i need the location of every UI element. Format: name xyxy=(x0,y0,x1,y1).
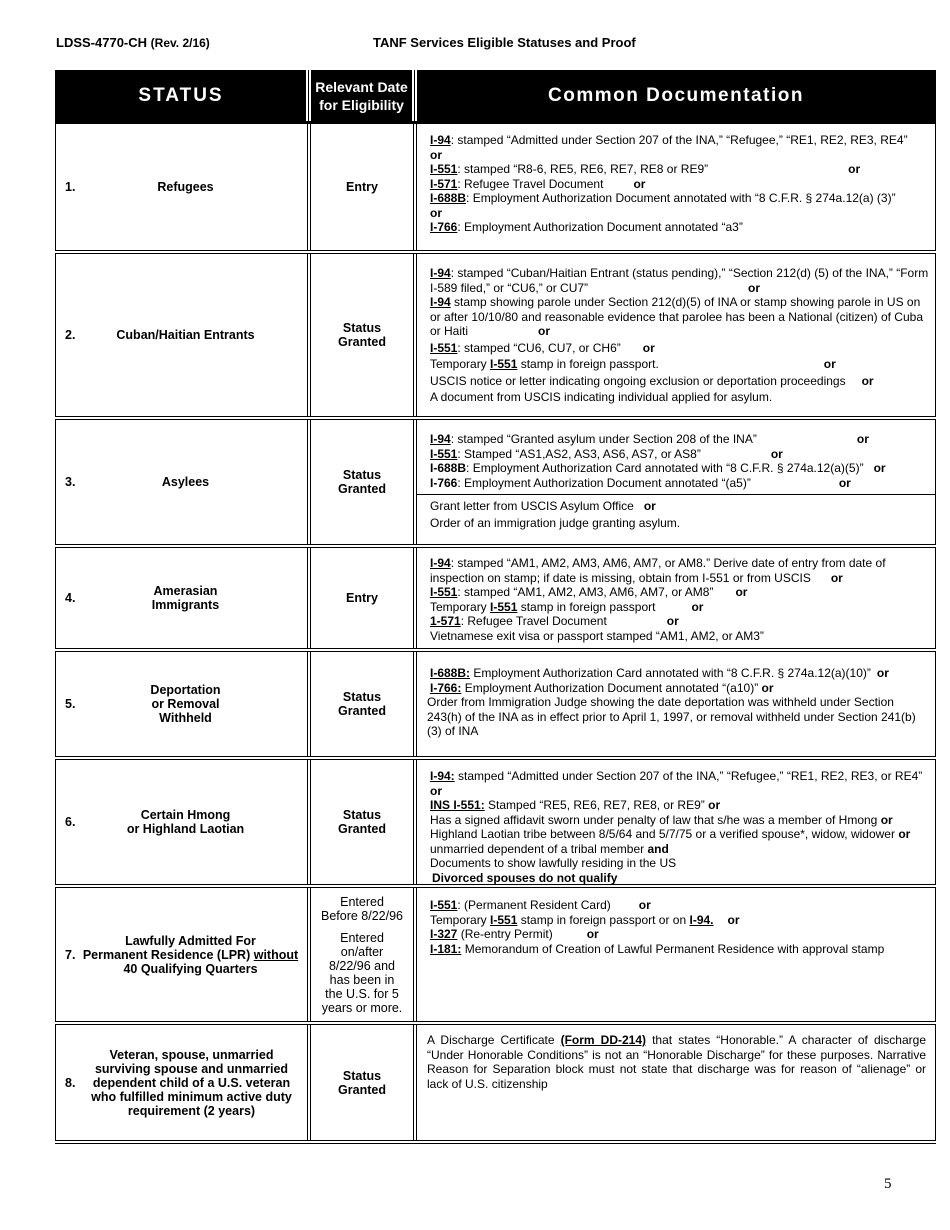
table-row xyxy=(55,124,936,254)
eligibility-date: Status Granted xyxy=(311,652,417,756)
status-label: Certain Hmong or Highland Laotian xyxy=(126,808,245,836)
table-header-row xyxy=(55,70,936,124)
status-label: Deportation or Removal Withheld xyxy=(150,683,221,725)
form-id: LDSS-4770-CH (Rev. 2/16) xyxy=(56,35,210,50)
eligibility-date: Entered Before 8/22/96 Entered on/after 8/22/96 and has been in the U.S. for 5 years or more. xyxy=(311,888,417,1021)
table-row xyxy=(55,1025,936,1144)
header-documentation: Common Documentation xyxy=(417,70,936,121)
row-number: 2. xyxy=(65,328,76,342)
table-row xyxy=(55,652,936,760)
table-row xyxy=(55,254,936,420)
status-label: Lawfully Admitted For Permanent Residence (LPR) without 40 Qualifying Quarters xyxy=(82,933,299,976)
eligibility-date: Status Granted xyxy=(311,760,417,884)
documentation: A Discharge Certificate (Form DD-214) that states “Honorable.” A character of discharge “Under Honorable Conditions” is not an “Honorable Discharge” for these purposes. Narrative Reason for Separation block must not state that discharge was for reason of “alienage” or lack of U.S. citizenship xyxy=(417,1025,936,1140)
form-revision: (Rev. 2/16) xyxy=(150,36,210,50)
eligibility-date: Status Granted xyxy=(311,420,417,544)
table-row xyxy=(55,888,936,1025)
header-status: STATUS xyxy=(55,70,311,121)
documentation: I-94: stamped “Admitted under Section 207 of the INA,” “Refugee,” “RE1, RE2, RE3, or RE4” or INS I-551: Stamped “RE5, RE6, RE7, RE8, or RE9” or Has a signed affidavit sworn under penalty of law that s/he was a member of Hmong or Highland Laotian tribe between 8/5/64 and 5/7/75 or a verified spouse*, widow, widower or unmarried dependent of a tribal member and Documents to show lawfully residing in the US Divorced spouses do not qualify xyxy=(417,760,936,884)
row-number: 1. xyxy=(65,180,76,194)
status-label: Refugees xyxy=(157,180,214,194)
table-row xyxy=(55,548,936,652)
row-number: 7. xyxy=(65,947,76,962)
eligibility-date: Status Granted xyxy=(311,1025,417,1140)
status-label: Cuban/Haitian Entrants xyxy=(116,328,255,342)
documentation: I-94: stamped “Granted asylum under Section 208 of the INA” or I-551: Stamped “AS1,AS2, AS3, AS6, AS7, or AS8” or I-688B: Employment Authorization Card annotated with “8 C.F.R. § 274a.12(a)(5)” or I-766: Employment Authorization Document annotated “(a5)” or Grant letter from USCIS Asylum Office or Order of an immigration judge granting asylum. xyxy=(417,420,936,544)
page-number: 5 xyxy=(884,1176,892,1192)
page-title: TANF Services Eligible Statuses and Proof xyxy=(373,35,636,50)
row-number: 4. xyxy=(65,591,76,605)
divider xyxy=(417,494,935,495)
status-label: Amerasian Immigrants xyxy=(151,584,220,612)
row-number: 8. xyxy=(65,1075,76,1090)
status-label: Veteran, spouse, unmarried surviving spouse and unmarried dependent child of a U.S. veteran who fulfilled minimum active duty requirement (2 years) xyxy=(91,1047,292,1118)
documentation: I-688B: Employment Authorization Card annotated with “8 C.F.R. § 274a.12(a)(10)” or I-766: Employment Authorization Document annotated “(a10)” or Order from Immigration Judge showing the date deportation was withheld under Section 243(h) of the INA as in effect prior to April 1, 1997, or removal withheld under Section 241(b)(3) of INA xyxy=(417,652,936,756)
status-label: Asylees xyxy=(161,475,210,489)
row-number: 6. xyxy=(65,815,76,829)
eligibility-date: Entry xyxy=(311,548,417,648)
table-row xyxy=(55,420,936,548)
header-date: Relevant Date for Eligibility xyxy=(311,70,417,121)
eligibility-date: Status Granted xyxy=(311,254,417,416)
row-number: 5. xyxy=(65,697,76,711)
eligibility-date: Entry xyxy=(311,124,417,250)
table-row xyxy=(55,760,936,888)
row-number: 3. xyxy=(65,475,76,489)
documentation: I-551: (Permanent Resident Card) or Temporary I-551 stamp in foreign passport or on I-94. or I-327 (Re-entry Permit) or I-181: Memorandum of Creation of Lawful Permanent Residence with approval stamp xyxy=(417,888,936,1021)
eligibility-table xyxy=(55,70,936,1144)
documentation: I-94: stamped “Cuban/Haitian Entrant (status pending),” “Section 212(d) (5) of the INA,” “Form I-589 filed,” or “CU6,” or CU7” or I-94 stamp showing parole under Section 212(d)(5) of INA or stamp showing parole in US on or after 10/10/80 and reasonable evidence that parolee has been a National (citizen) of Cuba or Haiti or I-551: stamped “CU6, CU7, or CH6” or Temporary I-551 stamp in foreign passport. or USCIS notice or letter indicating ongoing exclusion or deportation proceedings or A document from USCIS indicating individual applied for asylum. xyxy=(417,254,936,416)
documentation: I-94: stamped “AM1, AM2, AM3, AM6, AM7, or AM8.” Derive date of entry from date of inspection on stamp; if date is missing, obtain from I-551 or from USCIS or I-551: stamped “AM1, AM2, AM3, AM6, AM7, or AM8” or Temporary I-551 stamp in foreign passport or 1-571: Refugee Travel Document or Vietnamese exit visa or passport stamped “AM1, AM2, or AM3” xyxy=(417,548,936,648)
documentation: I-94: stamped “Admitted under Section 207 of the INA,” “Refugee,” “RE1, RE2, RE3, RE4” or I-551: stamped “R8-6, RE5, RE6, RE7, RE8 or RE9” or I-571: Refugee Travel Document or I-688B: Employment Authorization Document annotated with “8 C.F.R. § 274a.12(a) (3)” or I-766: Employment Authorization Document annotated “a3” xyxy=(417,124,936,250)
